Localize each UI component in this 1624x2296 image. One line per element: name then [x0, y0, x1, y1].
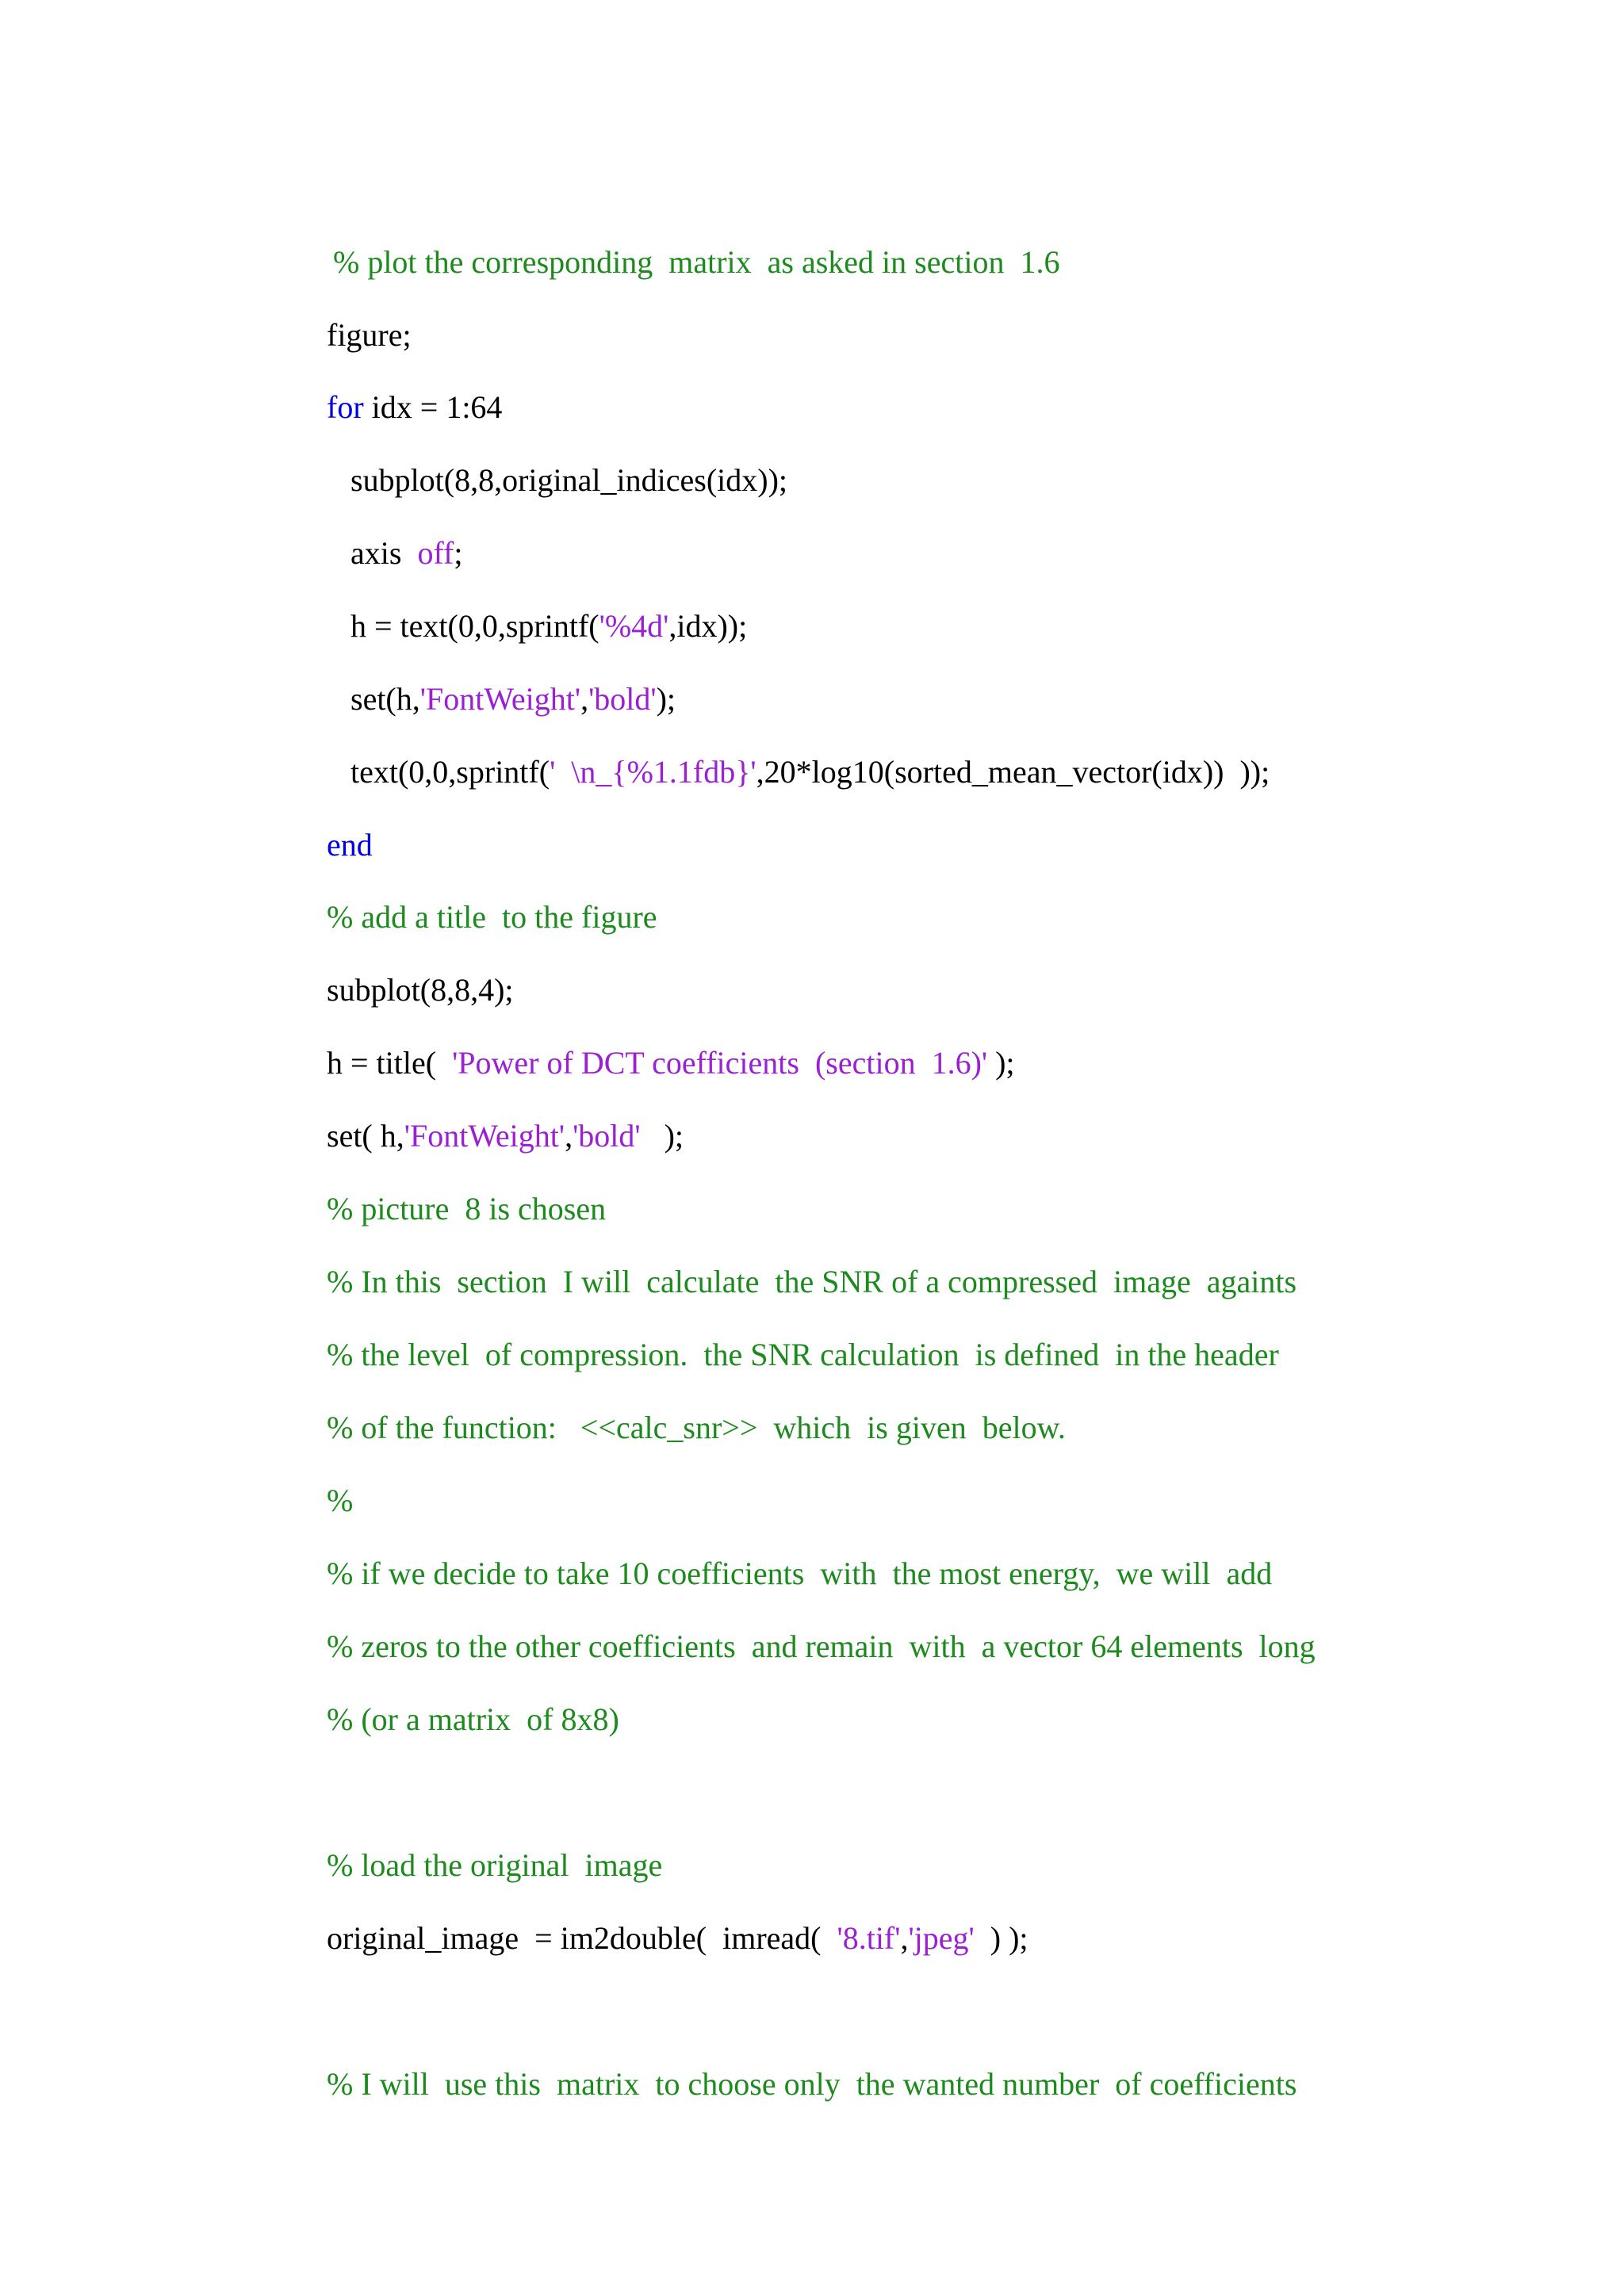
code-line	[295, 919, 514, 1008]
code-text: );	[640, 1118, 684, 1154]
string-literal: ' \n_{%1.1fdb}'	[550, 754, 756, 790]
comment-text: % of the function: <<calc_snr>> which is given below.	[327, 1410, 1066, 1445]
code-text: h = title(	[327, 1045, 453, 1081]
code-line-end	[295, 774, 373, 863]
code-comment-line	[295, 1575, 1316, 1664]
string-literal: 'bold'	[573, 1118, 641, 1154]
string-literal: '%4d'	[599, 608, 669, 644]
code-comment-line	[295, 1502, 1273, 1591]
code-text: ,20*log10(sorted_mean_vector(idx)) ));	[756, 754, 1270, 790]
code-text: subplot(8,8,original_indices(idx));	[350, 462, 788, 498]
comment-text: % In this section I will calculate the SNR of a compressed image againts	[327, 1264, 1297, 1299]
code-text: ,	[565, 1118, 573, 1154]
comment-text: % I will use this matrix to choose only the wanted number of coefficients	[327, 2066, 1297, 2102]
code-line	[295, 1867, 1028, 1956]
string-literal: 'FontWeight'	[419, 681, 581, 717]
code-text: );	[656, 681, 676, 717]
code-line	[295, 1065, 684, 1154]
code-line	[295, 264, 412, 353]
keyword-for: for	[327, 389, 364, 425]
code-comment-line	[295, 846, 657, 935]
code-text: ,	[580, 681, 589, 717]
code-comment-line	[295, 1429, 354, 1518]
code-text: original_image = im2double( imread(	[327, 1920, 837, 1956]
code-text: ;	[454, 535, 463, 571]
code-text: text(0,0,sprintf(	[350, 754, 550, 790]
code-line	[319, 555, 748, 644]
code-comment-line	[295, 2013, 1297, 2102]
string-literal: 'Power of DCT coefficients (section 1.6)'	[452, 1045, 988, 1081]
code-text: figure;	[327, 317, 412, 353]
code-comment-line	[295, 1211, 1297, 1299]
code-comment-line	[301, 191, 1060, 280]
code-line	[319, 482, 463, 571]
code-text: set( h,	[327, 1118, 404, 1154]
string-literal: 'bold'	[588, 681, 657, 717]
string-literal: off	[417, 535, 454, 571]
code-comment-line	[295, 1794, 663, 1883]
code-line	[319, 628, 676, 717]
comment-text: % add a title to the figure	[327, 899, 657, 935]
code-text: subplot(8,8,4);	[327, 972, 514, 1008]
code-line	[295, 992, 1015, 1081]
string-literal: 'jpeg'	[908, 1920, 975, 1956]
code-text: set(h,	[350, 681, 420, 717]
code-text: ,idx));	[668, 608, 748, 644]
comment-text: % the level of compression. the SNR calculation is defined in the header	[327, 1337, 1279, 1372]
code-line-for	[295, 336, 503, 425]
comment-text: % zeros to the other coefficients and remain with a vector 64 elements long	[327, 1628, 1316, 1664]
code-comment-line	[295, 1648, 619, 1737]
code-comment-line	[295, 1138, 607, 1226]
string-literal: '8.tif'	[837, 1920, 901, 1956]
comment-text: % load the original image	[327, 1847, 663, 1883]
comment-text: % (or a matrix of 8x8)	[327, 1701, 619, 1737]
code-text: axis	[350, 535, 418, 571]
comment-text: % if we decide to take 10 coefficients with the most energy, we will add	[327, 1556, 1273, 1591]
code-text: ) );	[974, 1920, 1028, 1956]
code-comment-line	[295, 1357, 1066, 1445]
code-line	[319, 701, 1270, 790]
string-literal: 'FontWeight'	[404, 1118, 565, 1154]
code-comment-line	[295, 1284, 1279, 1372]
code-text: ,	[900, 1920, 909, 1956]
keyword-end: end	[327, 827, 373, 863]
code-text: h = text(0,0,sprintf(	[350, 608, 599, 644]
comment-text: % plot the corresponding matrix as asked in section 1.6	[333, 244, 1060, 280]
code-text: );	[987, 1045, 1015, 1081]
comment-text: % picture 8 is chosen	[327, 1191, 607, 1226]
comment-text: %	[327, 1483, 354, 1518]
code-line	[319, 409, 788, 498]
code-text: idx = 1:64	[363, 389, 503, 425]
